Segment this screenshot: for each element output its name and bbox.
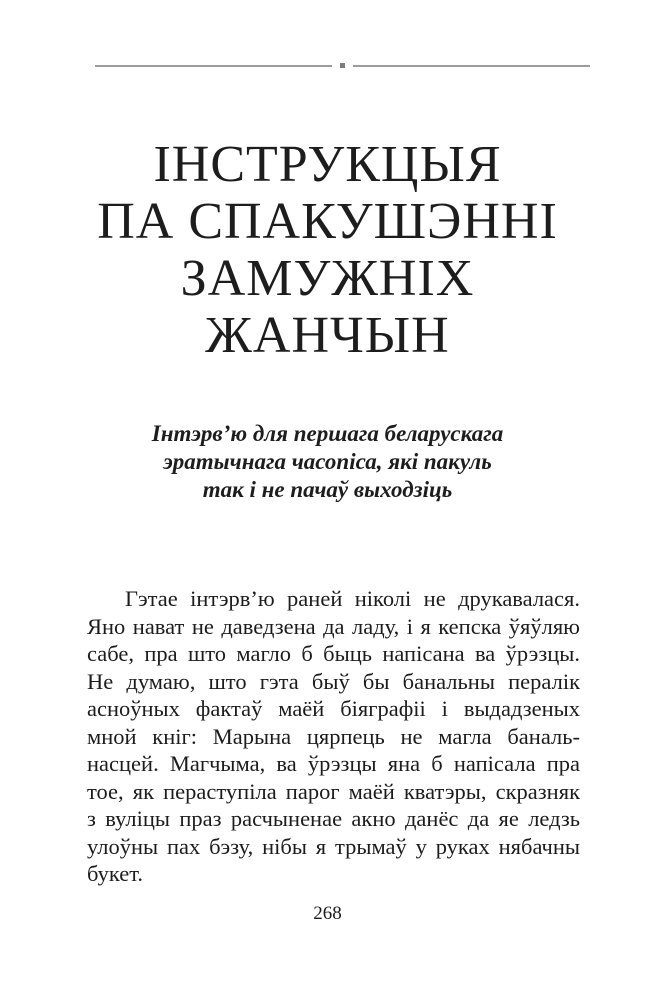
body-paragraph (87, 585, 580, 888)
body-line: букет. (87, 861, 143, 886)
page-number: 268 (313, 903, 342, 924)
divider-ornament-icon (340, 63, 345, 68)
body-line: тое, як пераступіла парог маёй кватэры, скразняк (87, 778, 580, 804)
chapter-divider (95, 63, 590, 68)
chapter-subtitle-line: так і не пачаў выходзіць (202, 477, 453, 502)
body-line: мной кніг: Марына цярпець не магла баналь- (87, 723, 580, 749)
body-line: сабе, пра што магло б быць напісана ва ўрэзцы. (87, 641, 580, 666)
body-line: насцей. Магчыма, ва ўрэзцы яна б напісала пра (87, 751, 580, 776)
chapter-subtitle-line: Інтэрв’ю для першага беларускага (151, 421, 504, 446)
chapter-title-line: ЖАНЧЫН (205, 307, 450, 364)
chapter-title-line: ПА СПАКУШЭННІ (97, 193, 558, 250)
body-line: Гэтае інтэрв’ю раней ніколі не друкавалася. (125, 586, 580, 611)
body-line: з вуліцы праз расчыненае акно данёс да яе ледзь (87, 806, 580, 831)
chapter-title-line: ІНСТРУКЦЫЯ (153, 136, 502, 193)
body-line: асноўных фактаў маёй біяграфіі і выдадзеных (87, 696, 580, 721)
body-line: улоўны пах бэзу, нібы я трымаў у руках нябачны (87, 833, 580, 859)
body-line: Яно нават не даведзена да ладу, і я кепска ўяўляю (87, 613, 580, 639)
chapter-title-line: ЗАМУЖНІХ (180, 250, 475, 307)
chapter-subtitle (0, 420, 655, 504)
divider-line-right (353, 65, 590, 67)
chapter-subtitle-line: эратычнага часопіса, які пакуль (163, 449, 492, 474)
chapter-title (0, 136, 655, 364)
divider-line-left (95, 65, 332, 67)
body-line: Не думаю, што гэта быў бы банальны пералік (87, 668, 580, 694)
